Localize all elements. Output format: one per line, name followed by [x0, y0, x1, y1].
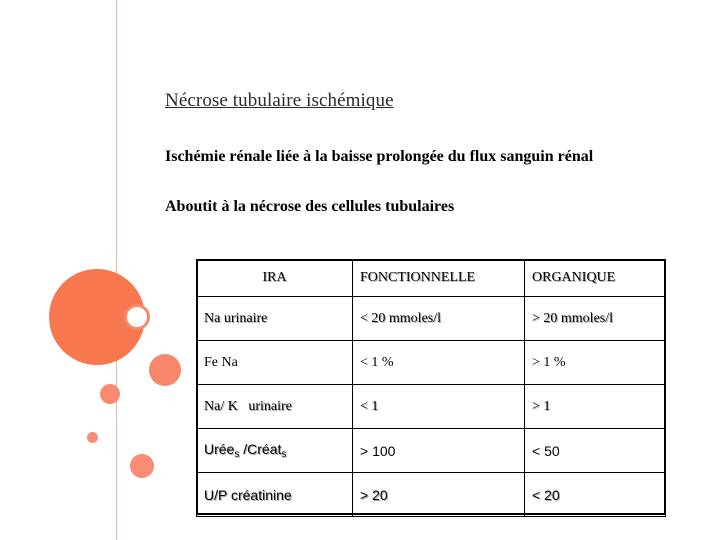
cell-fonctionnelle: < 1 % — [353, 341, 525, 385]
header-ira: IRA — [197, 260, 353, 297]
table-row — [197, 473, 666, 517]
table-header-row — [197, 260, 666, 297]
row-label-na-k-urinaire: Na/ K urinaire — [197, 385, 353, 429]
table-row — [197, 297, 666, 341]
cell-organique: > 1 — [525, 385, 666, 429]
table-row — [197, 385, 666, 429]
label-creat: /Créat — [243, 441, 282, 457]
slide-title: Nécrose tubulaire ischémique — [165, 90, 394, 111]
row-label-fe-na: Fe Na — [197, 341, 353, 385]
cell-organique: > 20 mmoles/l — [525, 297, 666, 341]
label-uree: Urée — [204, 441, 235, 457]
subscript-s: s — [281, 449, 287, 460]
cell-organique: < 20 — [525, 473, 666, 517]
cell-fonctionnelle: < 20 mmoles/l — [353, 297, 525, 341]
header-fonctionnelle: FONCTIONNELLE — [353, 260, 525, 297]
decorative-circle-small — [130, 454, 154, 478]
comparison-table — [196, 259, 666, 517]
decorative-circle-tiny — [87, 432, 98, 443]
text-line-necrosis: Aboutit à la nécrose des cellules tubulaires — [165, 198, 455, 215]
subscript-s: s — [234, 449, 240, 460]
table-row — [197, 341, 666, 385]
decorative-circle-small — [100, 384, 120, 404]
cell-organique: > 1 % — [525, 341, 666, 385]
decorative-circle-medium — [149, 354, 181, 386]
header-organique: ORGANIQUE — [525, 260, 666, 297]
row-label-uree-creat — [197, 429, 353, 473]
cell-fonctionnelle: < 1 — [353, 385, 525, 429]
row-label-na-urinaire: Na urinaire — [197, 297, 353, 341]
cell-fonctionnelle: > 100 — [353, 429, 525, 473]
text-line-ischemia: Ischémie rénale liée à la baisse prolongée du flux sanguin rénal — [165, 148, 594, 165]
decorative-circle-ring — [124, 304, 150, 330]
table-row — [197, 429, 666, 473]
cell-fonctionnelle: > 20 — [353, 473, 525, 517]
cell-organique: < 50 — [525, 429, 666, 473]
decorative-vertical-rule — [116, 0, 117, 540]
row-label-up-creatinine: U/P créatinine — [197, 473, 353, 517]
